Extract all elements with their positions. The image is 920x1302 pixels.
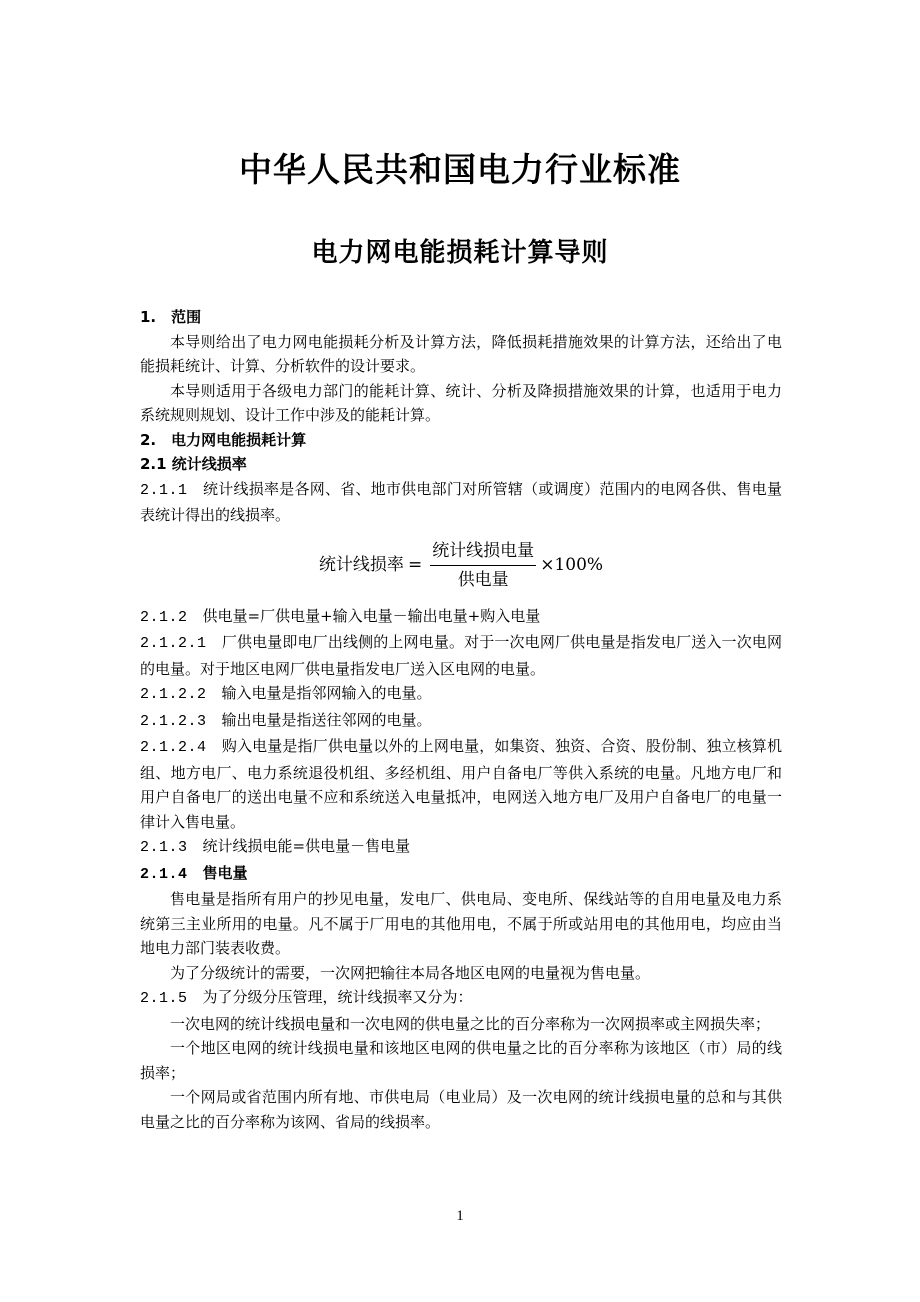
- paragraph: 一个网局或省范围内所有地、市供电局（电业局）及一次电网的统计线损电量的总和与其供电量之比的百分率称为该网、省局的线损率。: [140, 1088, 782, 1131]
- clause-2-1-5: [140, 985, 782, 1012]
- clause-2-1-3: [140, 834, 782, 861]
- clause-number: 2.1.3: [140, 839, 188, 856]
- clause-heading: 售电量: [202, 863, 248, 882]
- clause-number: 2.1.2.4: [140, 739, 207, 756]
- section-heading-2: 2. 电力网电能损耗计算: [140, 430, 307, 449]
- clause-number: 2.1.2.2: [140, 686, 207, 703]
- paragraph: 本导则适用于各级电力部门的能耗计算、统计、分析及降损措施效果的计算，也适用于电力系统规则规划、设计工作中涉及的能耗计算。: [140, 381, 782, 424]
- clause-2-1-4: [140, 861, 782, 888]
- formula-denominator: 供电量: [457, 570, 509, 590]
- clause-number: 2.1.5: [140, 990, 188, 1007]
- formula-times: ×100%: [540, 555, 604, 576]
- clause-text: 统计线损率是各网、省、地市供电部门对所管辖（或调度）范围内的电网各供、售电量表统计得出的线损率。: [140, 479, 782, 524]
- clause-number: 2.1.2.1: [140, 635, 207, 652]
- clause-number: 2.1.4: [140, 865, 188, 883]
- clause-text: 统计线损电能=供电量－售电量: [202, 837, 411, 855]
- clause-2-1-2-1: [140, 630, 782, 681]
- paragraph: 为了分级统计的需要，一次网把输往本局各地区电网的电量视为售电量。: [170, 963, 651, 982]
- clause-2-1-2-3: [140, 708, 782, 735]
- clause-text: 供电量=厂供电量+输入电量－输出电量+购入电量: [202, 606, 541, 625]
- clause-2-1-2: [140, 604, 782, 631]
- document-subtitle: 电力网电能损耗计算导则: [311, 238, 609, 268]
- section-heading-1: 1. 范围: [140, 308, 202, 326]
- clause-number: 2.1.2.3: [140, 712, 207, 730]
- paragraph: 售电量是指所有用户的抄见电量，发电厂、供电局、变电所、保线站等的自用电量及电力系统第三主业所用的电量。凡不属于厂用电的其他用电，不属于所或站用电的其他用电，均应由当地电力部门装表收费。: [140, 890, 782, 957]
- clause-2-1-1: [140, 477, 782, 528]
- clause-2-1-2-4: [140, 734, 782, 834]
- paragraph: 一个地区电网的统计线损电量和该地区电网的供电量之比的百分率称为该地区（市）局的线损率；: [140, 1039, 782, 1082]
- paragraph: 本导则给出了电力网电能损耗分析及计算方法，降低损耗措施效果的计算方法，还给出了电能损耗统计、计算、分析软件的设计要求。: [140, 332, 782, 375]
- document-title: 中华人民共和国电力行业标准: [239, 150, 681, 189]
- document-body: [140, 305, 782, 1134]
- formula-fraction: [430, 539, 536, 593]
- clause-2-1-2-2: [140, 681, 782, 708]
- formula-lhs: 统计线损率: [318, 555, 404, 576]
- formula-numerator: 统计线损电量: [430, 539, 536, 567]
- formula-equals: =: [407, 555, 423, 576]
- paragraph: 一次电网的统计线损电量和一次电网的供电量之比的百分率称为一次网损率或主网损失率；: [170, 1014, 771, 1033]
- clause-number: 2.1.1: [140, 481, 188, 499]
- clause-number: 2.1.2: [140, 608, 188, 626]
- clause-text: 输入电量是指邻网输入的电量。: [221, 684, 432, 702]
- page-number: 1: [456, 1208, 464, 1224]
- clause-text: 为了分级分压管理，统计线损率又分为：: [202, 988, 473, 1006]
- section-heading-2-1: 2.1 统计线损率: [140, 455, 247, 473]
- line-loss-formula: [140, 532, 782, 600]
- clause-text: 厂供电量即电厂出线侧的上网电量。对于一次电网厂供电量是指发电厂送入一次电网的电量。对于地区电网厂供电量指发电厂送入区电网的电量。: [140, 633, 782, 678]
- clause-text: 输出电量是指送往邻网的电量。: [221, 710, 432, 729]
- clause-text: 购入电量是指厂供电量以外的上网电量，如集资、独资、合资、股份制、独立核算机组、地方电厂、电力系统退役机组、多经机组、用户自备电厂等供入系统的电量。凡地方电厂和用户自备电厂的送出电量不应和系统送入电量抵冲，电网送入地方电厂及用户自备电厂的电量一律计入售电量。: [140, 737, 782, 831]
